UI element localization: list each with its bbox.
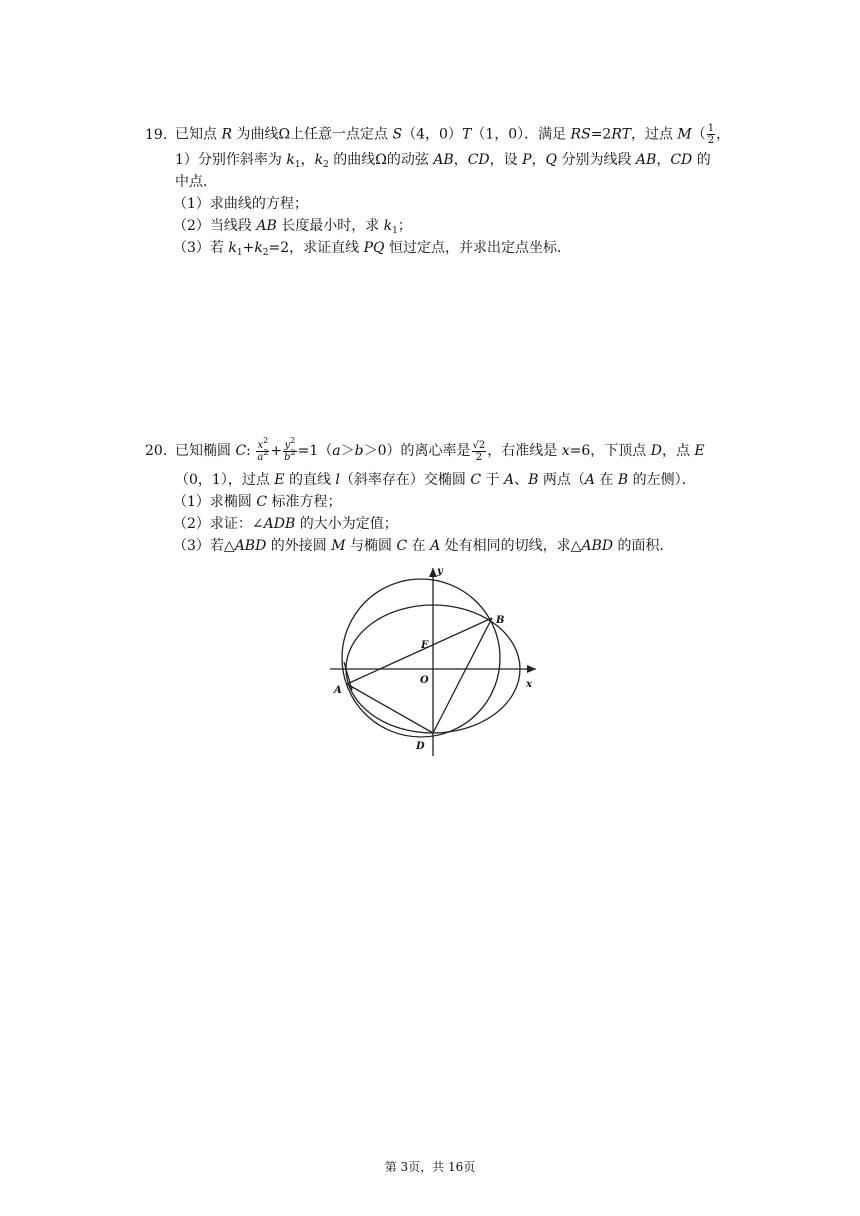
problem-20-question-3: （3）若△ABD 的外接圆 M 与椭圆 C 在 A 处有相同的切线，求△ABD 的面积． [173, 538, 674, 554]
label-o: O [420, 675, 429, 686]
fraction-eccentricity: $\frac{√2}{2}$ [472, 439, 486, 463]
line-bd [433, 618, 492, 733]
problem-19-line-1: 19. 已知点 R 为曲线Ω上任意一点定点 S（4，0）T（1，0）．满足 RS=2RT，过点 M（ $\frac{1}{2}$ ， [145, 123, 731, 146]
ellipse-circle-figure [322, 560, 542, 760]
circumcircle-m [342, 579, 500, 737]
x-axis-arrow [527, 665, 536, 673]
label-e: E [421, 640, 429, 651]
problem-20-line-2: （0，1），过点 E 的直线 l（斜率存在）交椭圆 C 于 A、B 两点（A 在 B 的左侧）． [175, 472, 696, 488]
y-axis-arrow [429, 568, 437, 577]
page-footer: 第 3页，共 16页 [384, 1160, 476, 1174]
label-x: x [526, 679, 532, 690]
problem-20 [145, 437, 725, 557]
tangent-at-a [344, 662, 352, 690]
problem-20-question-2: （2）求证：∠ADB 的大小为定值； [173, 516, 398, 532]
problem-number: 19. [145, 126, 168, 143]
fraction-x2-a2: $\frac{x^2}{a^2}$ [257, 435, 269, 463]
problem-19-line-3: 中点． [175, 174, 217, 190]
label-a: A [334, 685, 342, 696]
fraction-y2-b2: $\frac{y^2}{b^2}$ [284, 435, 296, 463]
problem-19-question-1: （1）求曲线的方程； [173, 196, 308, 212]
problem-19-question-3: （3）若 $k_1+k_2=2$，求证直线 PQ 恒过定点，并求出定点坐标． [173, 240, 571, 258]
problem-19-question-2: （2）当线段 AB 长度最小时，求 $k_1$； [173, 218, 412, 236]
problem-20-question-1: （1）求椭圆 C 标准方程； [173, 494, 342, 510]
problem-number: 20. [145, 443, 168, 459]
problem-20-line-1: 20. 已知椭圆 C: $\frac{x^2}{a^2}$ + $\frac{y^2}{b^2}$ =1（a＞b＞0）的离心率是 $\frac{√2}{2}$ ，右准线是 x=6，下顶点 D，点 E [145, 437, 725, 465]
label-b: B [496, 615, 505, 626]
fraction-half: $\frac{1}{2}$ [707, 123, 715, 146]
problem-19 [145, 123, 731, 259]
problem-19-line-2: 1）分别作斜率为 $k_1$，$k_2$ 的曲线Ω的动弦 AB，CD，设 P，Q 分别为线段 AB，CD 的 [175, 152, 711, 170]
label-d: D [416, 741, 425, 752]
label-y: y [437, 566, 443, 577]
